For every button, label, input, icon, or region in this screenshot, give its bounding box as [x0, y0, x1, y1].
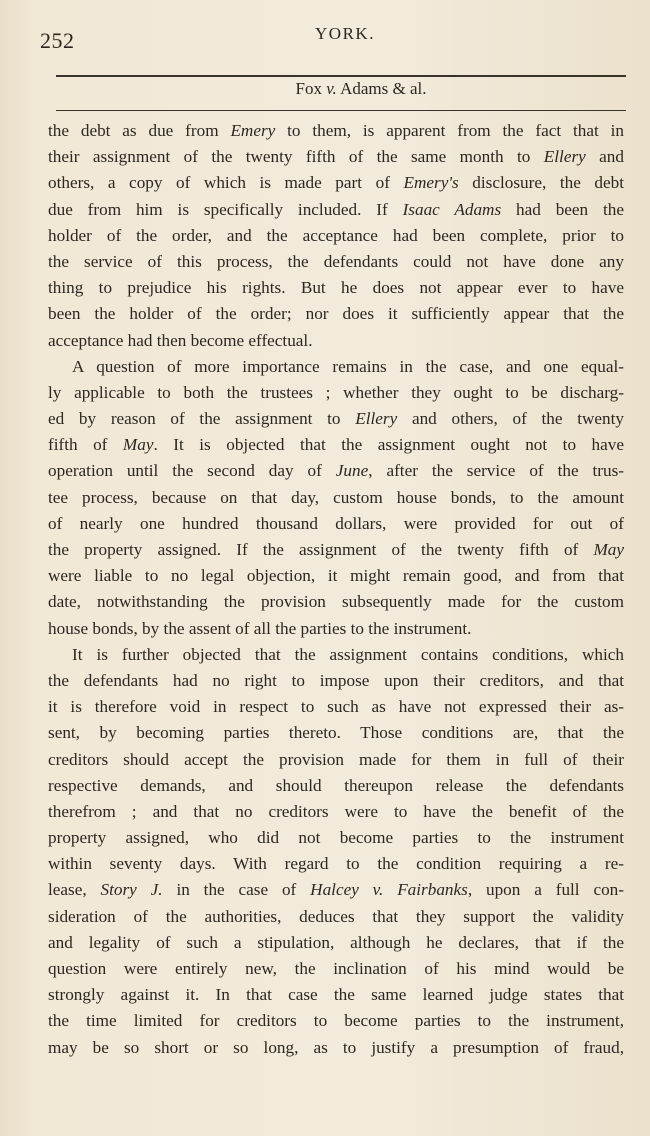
text-line: it is therefore void in respect to such as have not expressed their as- — [48, 697, 624, 717]
text-line: question were entirely new, the inclination of his mind would be — [48, 959, 624, 978]
text-line: others, a copy of which is made part of Emery's disclosure, the debt — [48, 173, 624, 193]
text-line: been the holder of the order; nor does it sufficiently appear that the — [48, 304, 624, 324]
text-line: acceptance had then become effectual. — [48, 330, 313, 350]
text-line: creditors should accept the provision made for them in full of their — [48, 749, 624, 769]
text-line: and legality of such a stipulation, although he declares, that if the — [48, 932, 624, 952]
text-line: tee process, because on that day, custom house bonds, to the amount — [48, 487, 624, 507]
text-line: sent, by becoming parties thereto. Those conditions are, that the — [48, 723, 624, 743]
text-line: the time limited for creditors to become parties to the instrument, — [48, 1011, 624, 1031]
text-line: within seventy days. With regard to the condition requiring a re- — [48, 854, 624, 874]
text-line: ed by reason of the assignment to Ellery and others, of the twenty — [48, 409, 624, 429]
text-line: house bonds, by the assent of all the parties to the instrument. — [48, 618, 472, 638]
text-line: A question of more importance remains in the case, and one equal- — [72, 356, 624, 376]
case-title: Fox v. Adams & al. — [295, 79, 427, 98]
header-rule-bottom — [56, 110, 626, 111]
body-text — [48, 118, 624, 1061]
text-line: due from him is specifically included. If Isaac Adams had been the — [48, 199, 624, 219]
text-line: of nearly one hundred thousand dollars, were provided for out of — [48, 513, 624, 533]
text-line: lease, Story J. in the case of Halcey v. Fairbanks, upon a full con- — [48, 880, 624, 900]
text-line: the debt as due from Emery to them, is apparent from the fact that in — [48, 121, 624, 140]
text-line: the service of this process, the defendants could not have done any — [48, 251, 624, 271]
text-line: date, notwithstanding the provision subsequently made for the custom — [48, 592, 624, 612]
text-line: their assignment of the twenty fifth of the same month to Ellery and — [48, 147, 624, 167]
text-line: sideration of the authorities, deduces that they support the validity — [48, 906, 624, 926]
text-line: ly applicable to both the trustees ; whether they ought to be discharg- — [48, 382, 624, 402]
text-line: fifth of May. It is objected that the assignment ought not to have — [48, 435, 624, 455]
text-line: the defendants had no right to impose upon their creditors, and that — [48, 670, 624, 690]
text-line: were liable to no legal objection, it might remain good, and from that — [48, 566, 624, 586]
text-line: thing to prejudice his rights. But he does not appear ever to have — [48, 278, 624, 298]
text-line: may be so short or so long, as to justify a presumption of fraud, — [48, 1037, 624, 1057]
text-line: the property assigned. If the assignment of the twenty fifth of May — [48, 540, 624, 559]
text-line: respective demands, and should thereupon release the defendants — [48, 775, 624, 795]
text-line: It is further objected that the assignment contains conditions, which — [72, 644, 624, 664]
text-line: strongly against it. In that case the same learned judge states that — [48, 985, 624, 1005]
text-line: property assigned, who did not become parties to the instrument — [48, 828, 624, 848]
page-header — [40, 22, 620, 52]
page-number: 252 — [40, 28, 75, 53]
text-line: therefrom ; and that no creditors were to have the benefit of the — [48, 801, 624, 821]
text-line: holder of the order, and the acceptance had been complete, prior to — [48, 225, 624, 245]
header-rule-top — [56, 75, 626, 77]
running-head: YORK. — [315, 24, 375, 43]
text-line: operation until the second day of June, after the service of the trus- — [48, 461, 624, 481]
